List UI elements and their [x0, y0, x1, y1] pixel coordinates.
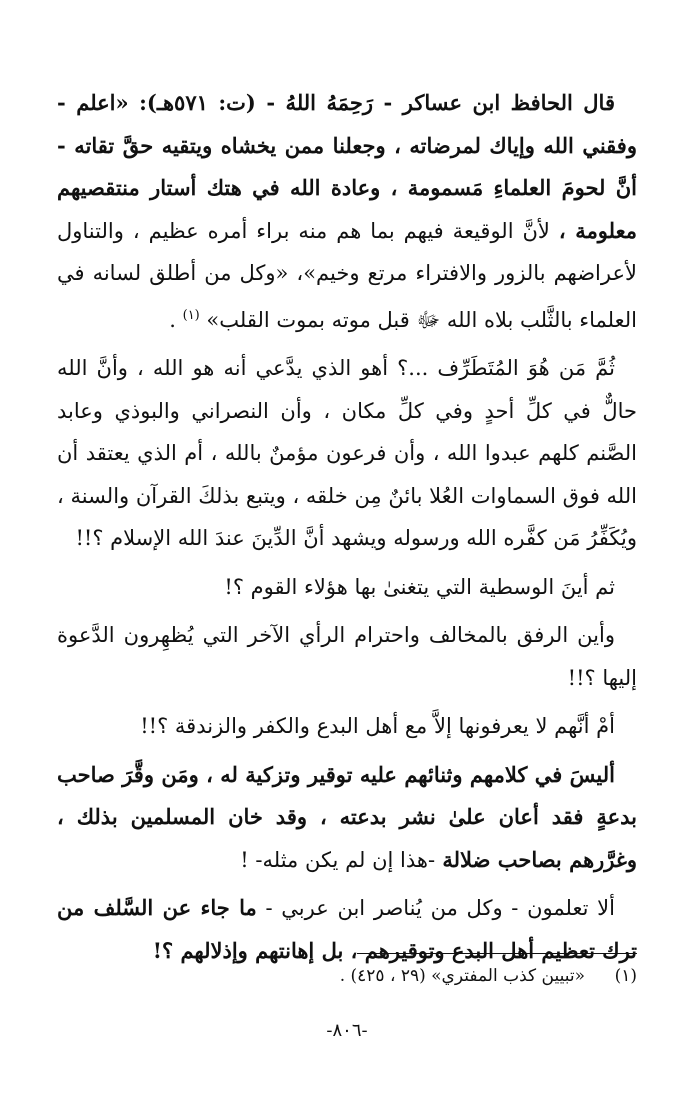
paragraph-text: ثُمَّ مَن هُوَ المُتَطَرِّف ...؟ أهو الذي يدَّعي أنه هو الله ، وأنَّ الله حالٌّ في كلِّ أحدٍ وفي كلِّ مكان ، وأن النصراني والبوذي وعابد الصَّنم كلهم عبدوا الله ، وأن فرعون مؤمنٌ بالله ، أم الذي يعتقد أن الله فوق السماوات العُلا بائنٌ مِن خلقه ، ويتبع بذلكَ القرآن والسنة ، ويُكَفِّرُ مَن كفَّره الله ورسوله ويشهد أنَّ الدِّينَ عندَ الله الإسلام ؟!! — [57, 356, 637, 550]
paragraph-salaf-question — [57, 887, 637, 972]
paragraph-praise-question — [57, 754, 637, 882]
footnote — [57, 962, 637, 990]
main-text — [57, 82, 637, 978]
footnote-text: «تبيين كذب المفتري» (٢٩ ، ٤٢٥) . — [339, 966, 585, 986]
paragraph-bold-text: ما جاء عن السَّلف من ترك تعظيم أهل البدع وتوقيرهم ، بل إهانتهم وإذلالهم ؟! — [57, 895, 637, 963]
footnote-number: (١) — [614, 966, 637, 986]
paragraph-tail: -هذا إن لم يكن مثله- ! — [240, 847, 436, 872]
page-number: -٨٠٦- — [326, 1020, 368, 1041]
paragraph-moderation-question — [57, 566, 637, 609]
paragraph-text: أمْ أنَّهم لا يعرفونها إلاَّ مع أهل البدع والكفر والزندقة ؟!! — [140, 714, 615, 738]
paragraph-lead: ألا تعلمون - وكل من يُناصر ابن عربي - — [256, 896, 615, 920]
paragraph-innovation-question — [57, 705, 637, 748]
paragraph-text: وأين الرفق بالمخالف واحترام الرأي الآخر التي يُظهِرون الدَّعوة إليها ؟!! — [57, 623, 637, 690]
paragraph-who-is-extremist — [57, 347, 637, 560]
paragraph-ibn-asakir-quote — [57, 82, 637, 341]
quote-regular-part: لأنَّ الوقيعة فيهم بما هم منه براء أمره عظيم ، والتناول لأعراضهم بالزور والافتراء مرتع وخيم»، «وكل من أطلق لسانه في العلماء بالثَّلب بلاه الله ﷻ قبل موته بموت القلب» — [57, 218, 637, 332]
footnote-divider — [357, 953, 637, 954]
paragraph-bold-text: أليسَ في كلامهم وثنائهم عليه توقير وتزكية له ، ومَن وقَّرَ صاحب بدعةٍ فقد أعان علىٰ نشر بدعته ، وقد خان المسلمين بذلك ، وغرَّرهم بصاحب ضلالة — [57, 761, 637, 872]
footnote-ref: (١) — [182, 307, 200, 323]
paragraph-text: ثم أينَ الوسطية التي يتغنىٰ بها هؤلاء القوم ؟! — [224, 574, 615, 599]
paragraph-kindness-question — [57, 614, 637, 699]
quote-bold-part: قال الحافظ ابن عساكر - رَحِمَهُ اللهُ - (ت: ٥٧١هـ): «اعلم - وفقني الله وإياك لمرضاته ، وجعلنا ممن يخشاه ويتقيه حقَّ تقاته - أنَّ لحومَ العلماءِ مَسمومة ، وعادة الله في هتك أستار منتقصيهم معلومة ، — [57, 90, 637, 243]
quote-end: . — [169, 307, 183, 332]
